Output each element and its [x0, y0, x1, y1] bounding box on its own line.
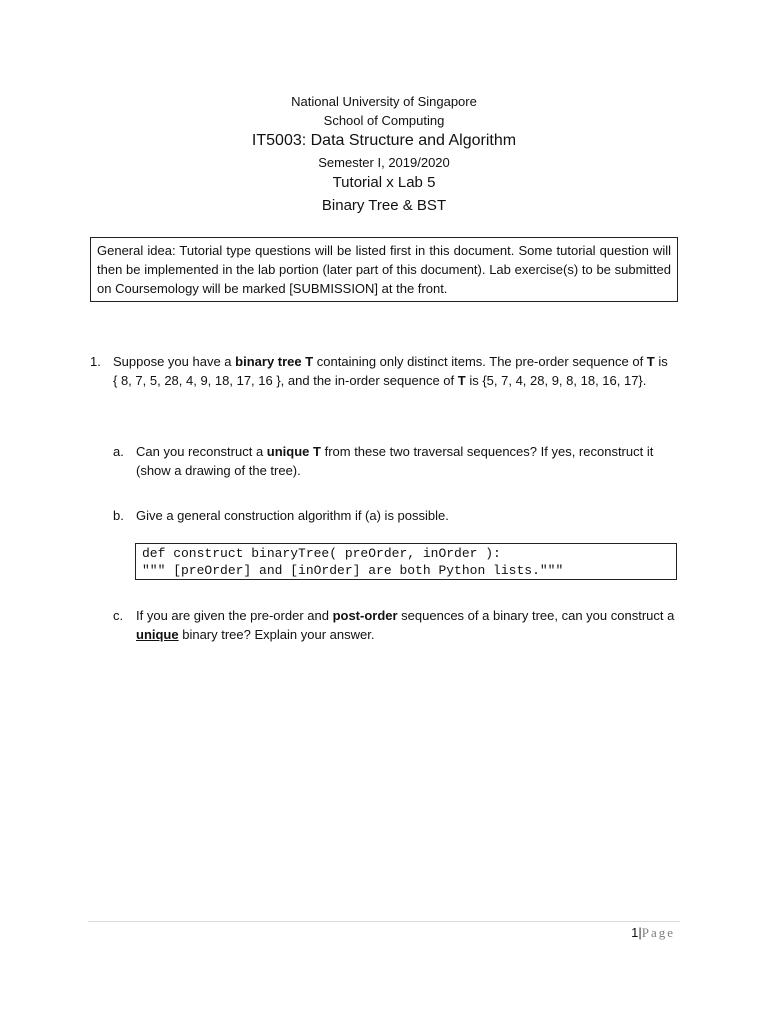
page-word: Page: [641, 925, 675, 940]
code-block: [135, 543, 677, 580]
school-name: School of Computing: [323, 113, 445, 128]
semester-label: Semester I, 2019/2020: [318, 155, 450, 170]
bold-run: post-order: [332, 608, 398, 623]
university-name: National University of Singapore: [291, 94, 477, 109]
text-run: is { 8, 7, 5, 28, 4, 9, 18, 17, 16 }, and the in-order sequence of: [113, 354, 668, 388]
page-footer: [631, 925, 675, 941]
sub-question-letter: c.: [113, 608, 124, 623]
text-run: sequences of a binary tree, can you construct a: [397, 608, 675, 623]
course-title: IT5003: Data Structure and Algorithm: [251, 132, 517, 149]
general-idea-box: General idea: Tutorial type questions will be listed first in this document. Some tutorial question will then be implemented in the lab portion (later part of this document). Lab exercise(s) to be submitted on Coursemology will be marked [SUBMISSION] at the front.: [90, 237, 678, 302]
code-line-1: def construct binaryTree( preOrder, inOrder ):: [142, 546, 501, 561]
text-run: Can you reconstruct a: [136, 444, 267, 459]
sub-question-b-text: Give a general construction algorithm if (a) is possible.: [136, 508, 449, 523]
page-separator: |: [638, 925, 642, 940]
question-1-text: [113, 352, 673, 390]
text-run: from these two traversal sequences? If yes, reconstruct it (show a drawing of the tree).: [136, 444, 654, 478]
sub-question-letter: b.: [113, 508, 124, 523]
text-run: If you are given the pre-order and: [136, 608, 333, 623]
footer-divider: [88, 921, 680, 922]
page-number: 1: [631, 925, 639, 940]
tutorial-title: Tutorial x Lab 5: [332, 174, 436, 191]
topic-title: Binary Tree & BST: [321, 197, 447, 214]
sub-question-letter: a.: [113, 444, 124, 459]
bold-run: T: [457, 373, 466, 388]
underlined-run: unique: [136, 627, 179, 642]
text-run: binary tree? Explain your answer.: [178, 627, 375, 642]
text-run: is {5, 7, 4, 28, 9, 8, 18, 16, 17}.: [465, 373, 647, 388]
bold-run: binary tree T: [235, 354, 314, 369]
sub-question-a-text: [136, 442, 678, 480]
code-line-2: """ [preOrder] and [inOrder] are both Python lists.""": [142, 563, 564, 578]
text-run: Suppose you have a: [113, 354, 236, 369]
text-run: containing only distinct items. The pre-order sequence of: [313, 354, 647, 369]
question-number: 1.: [90, 354, 101, 369]
bold-run: unique T: [266, 444, 321, 459]
sub-question-c-text: [136, 606, 678, 644]
bold-run: T: [646, 354, 655, 369]
